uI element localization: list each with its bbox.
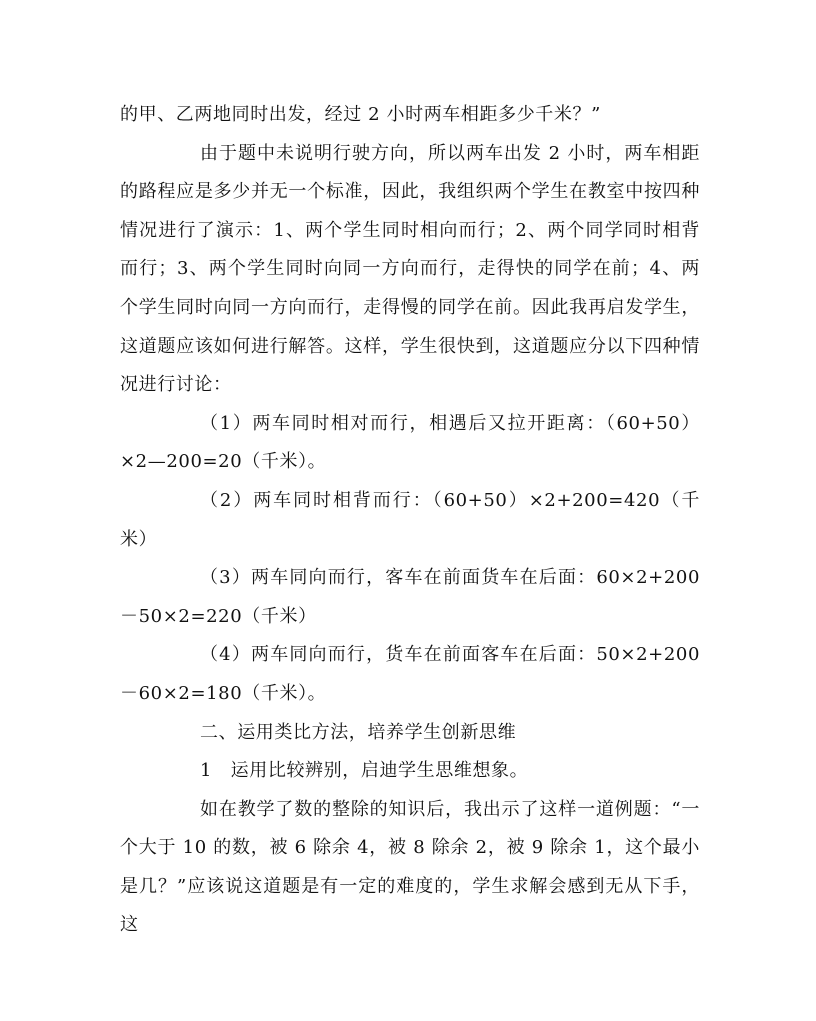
document-body bbox=[120, 96, 700, 945]
section-heading: 二、运用类比方法，培养学生创新思维 bbox=[200, 721, 517, 743]
paragraph-case-3: （3）两车同向而行，客车在前面货车在后面：60×2+200－50×2=220（千米） bbox=[120, 567, 700, 627]
subsection-heading: 1 运用比较辨别，启迪学生思维想象。 bbox=[200, 760, 529, 782]
paragraph-question-end: 的甲、乙两地同时出发，经过 2 小时两车相距多少千米？” bbox=[120, 104, 601, 125]
paragraph-case-4: （4）两车同向而行，货车在前面客车在后面：50×2+200－60×2=180（千米）。 bbox=[120, 644, 700, 704]
paragraph-case-2: （2）两车同时相背而行：（60+50）×2+200=420（千米） bbox=[120, 489, 700, 550]
paragraph-analysis: 由于题中未说明行驶方向，所以两车出发 2 小时，两车相距的路程应是多少并无一个标准，因此，我组织两个学生在教室中按四种情况进行了演示：1、两个学生同时相向而行；2、两个同学同时相背而行；3、两个学生同时向同一方向而行，走得快的同学在前；4、两个学生同时向同一方向而行，走得慢的同学在前。因此我再启发学生，这道题应该如何进行解答。这样，学生很快到，这道题应分以下四种情况进行讨论： bbox=[120, 142, 700, 396]
paragraph-example: 如在教学了数的整除的知识后，我出示了这样一道例题：“一个大于 10 的数，被 6 除余 4，被 8 除余 2，被 9 除余 1，这个最小是几？”应该说这道题是有一定的难度的，学生求解会感到无从下手，这 bbox=[120, 798, 700, 936]
paragraph-case-1: （1）两车同时相对而行，相遇后又拉开距离：（60+50）×2—200=20（千米）。 bbox=[120, 412, 700, 473]
